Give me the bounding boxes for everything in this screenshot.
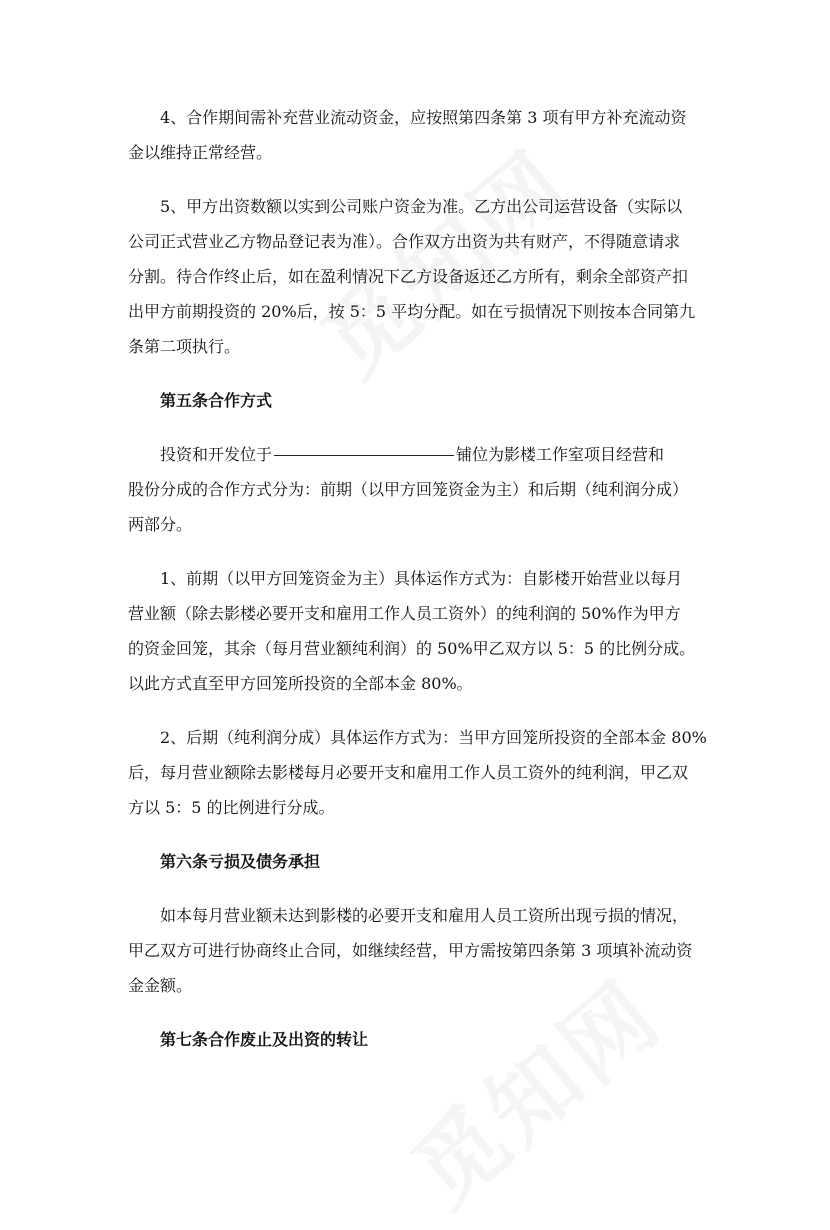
section-5-intro-line-1: [160, 437, 712, 472]
section-5-intro-suffix: 铺位为影楼工作室项目经营和: [456, 445, 665, 464]
clause-4-line-1: 4、合作期间需补充营业流动资金，应按照第四条第 3 项有甲方补充流动资: [160, 108, 687, 127]
section-6-line-3: 金金额。: [128, 976, 193, 995]
spacer: [160, 418, 712, 437]
section-5-item-1-line-3: 的资金回笼，其余（每月营业额纯利润）的 50%甲乙双方以 5：5 的比例分成。: [128, 639, 696, 658]
spacer: [160, 364, 712, 383]
fill-in-blank: [274, 454, 454, 456]
section-6-heading: 第六条亏损及债务承担: [160, 852, 321, 871]
spacer: [160, 542, 712, 561]
spacer: [160, 825, 712, 844]
section-5-item-1-line-4: 以此方式直至甲方回笼所投资的全部本金 80%。: [128, 674, 473, 693]
section-5-heading: 第五条合作方式: [160, 391, 273, 410]
document-page: [128, 100, 712, 1057]
spacer: [160, 701, 712, 720]
clause-5-line-3: 分割。待合作终止后，如在盈利情况下乙方设备返还乙方所有，剩余全部资产扣: [128, 267, 689, 286]
clause-5-line-5: 条第二项执行。: [128, 337, 241, 356]
section-5-item-2-line-2: 后，每月营业额除去影楼每月必要开支和雇用工作人员工资外的纯利润，甲乙双: [128, 763, 689, 782]
section-5-intro-prefix: 投资和开发位于: [160, 445, 273, 464]
section-6-line-1: 如本每月营业额未达到影楼的必要开支和雇用人员工资所出现亏损的情况，: [160, 906, 689, 925]
section-5-item-1-line-1: 1、前期（以甲方回笼资金为主）具体运作方式为：自影楼开始营业以每月: [160, 569, 683, 588]
clause-5-line-2: 公司正式营业乙方物品登记表为准）。合作双方出资为共有财产，不得随意请求: [128, 232, 681, 251]
spacer: [160, 170, 712, 189]
section-5-item-2-line-3: 方以 5：5 的比例进行分成。: [128, 798, 335, 817]
section-5-intro-line-2: 股份分成的合作方式分为：前期（以甲方回笼资金为主）和后期（纯利润分成）: [128, 480, 689, 499]
section-7-heading: 第七条合作废止及出资的转让: [160, 1030, 369, 1049]
clause-5-line-4: 出甲方前期投资的 20%后，按 5：5 平均分配。如在亏损情况下则按本合同第九: [128, 302, 696, 321]
section-6-line-2: 甲乙双方可进行协商终止合同，如继续经营，甲方需按第四条第 3 项填补流动资: [128, 941, 693, 960]
section-5-intro-line-3: 两部分。: [128, 515, 193, 534]
clause-5-line-1: 5、甲方出资数额以实到公司账户资金为准。乙方出公司运营设备（实际以: [160, 197, 683, 216]
section-5-item-2-line-1: 2、后期（纯利润分成）具体运作方式为：当甲方回笼所投资的全部本金 80%: [160, 728, 707, 747]
section-5-item-1-line-2: 营业额（除去影楼必要开支和雇用工作人员工资外）的纯利润的 50%作为甲方: [128, 604, 681, 623]
spacer: [160, 1003, 712, 1022]
spacer: [160, 879, 712, 898]
clause-4-line-2: 金以维持正常经营。: [128, 143, 273, 162]
